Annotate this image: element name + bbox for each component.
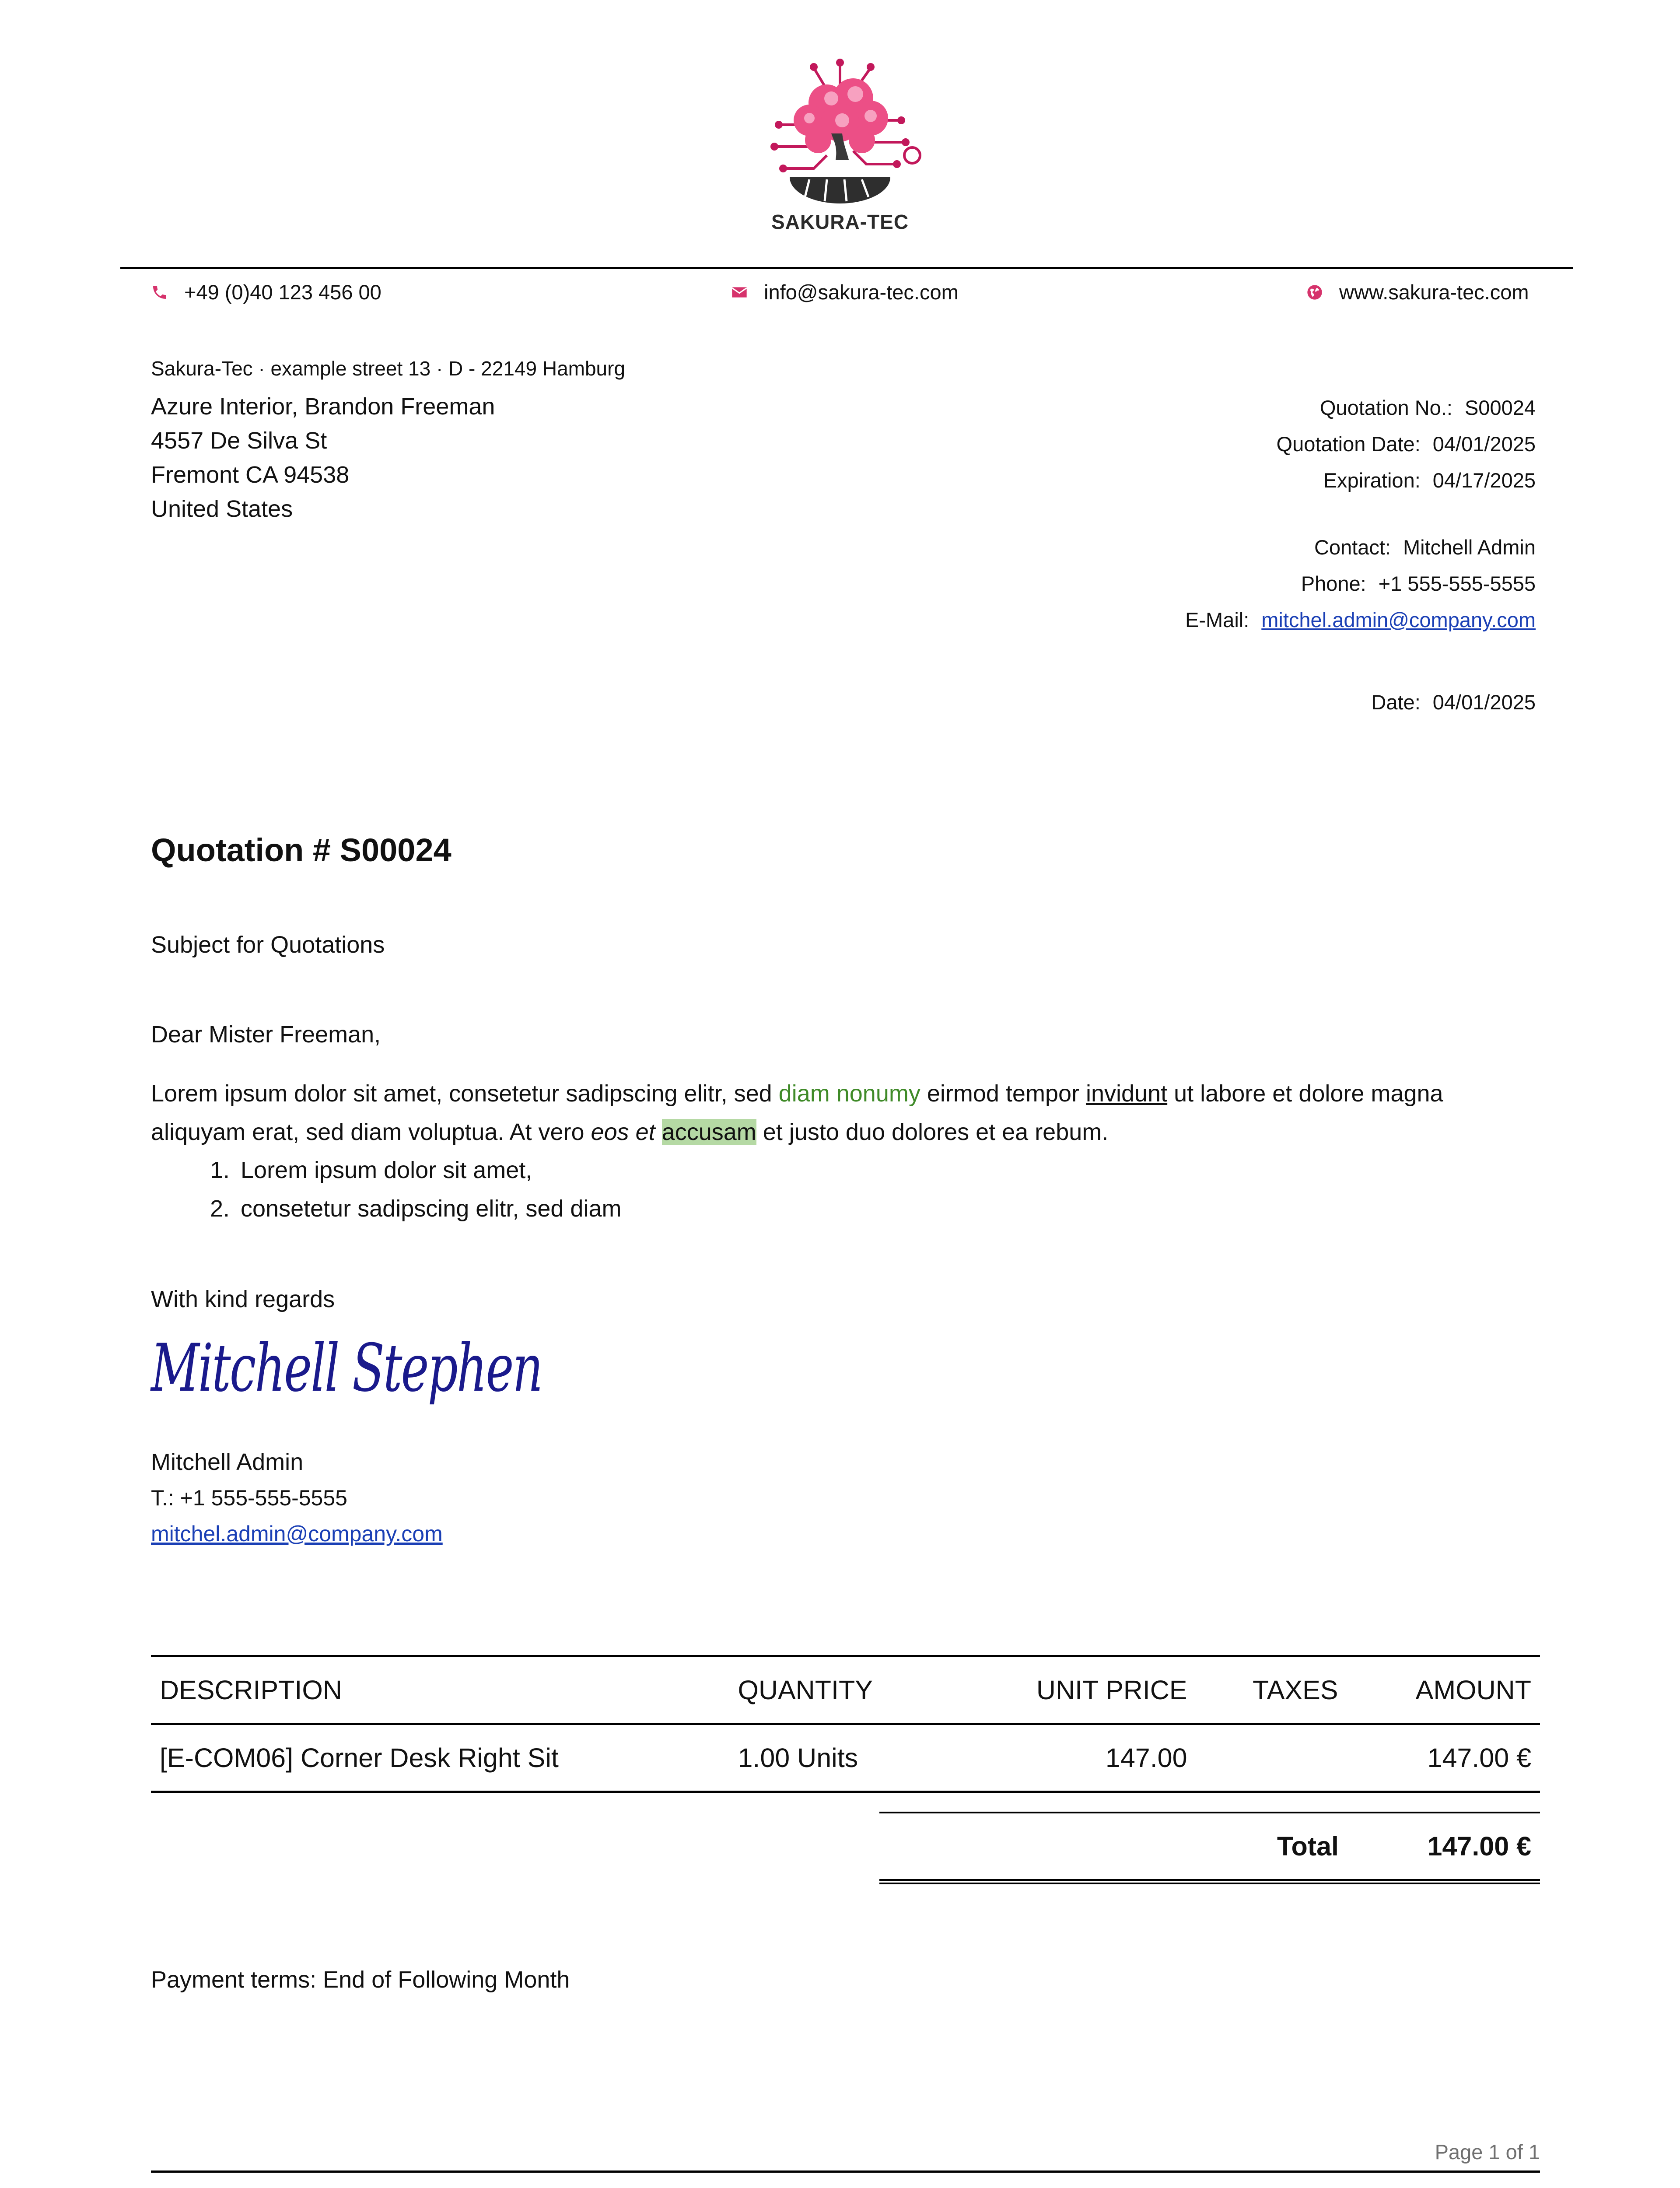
- footer-company: [151, 2186, 298, 2188]
- cell-description: [E-COM06] Corner Desk Right Sit: [151, 1724, 728, 1792]
- quotation-no-row: Quotation No.: S00024: [1320, 396, 1536, 419]
- quotation-no: S00024: [1464, 396, 1536, 419]
- cell-quantity: 1.00 Units: [728, 1724, 956, 1792]
- cell-taxes: [1197, 1724, 1348, 1792]
- email-row: E-Mail: mitchel.admin@company.com: [1185, 608, 1536, 631]
- date-row: Date: 04/01/2025: [1371, 691, 1536, 714]
- signer-block: [151, 1444, 443, 1552]
- logo-text: SAKURA-TEC: [771, 210, 909, 233]
- document-date: 04/01/2025: [1432, 691, 1536, 714]
- payment-terms: Payment terms: End of Following Month: [151, 1967, 570, 1993]
- company-phone-text: +49 (0)40 123 456 00: [184, 281, 382, 304]
- list-item: 1. Lorem ipsum dolor sit amet,: [236, 1151, 621, 1189]
- total-label: Total: [1277, 1831, 1339, 1861]
- closing: With kind regards: [151, 1286, 335, 1312]
- company-phone: [151, 280, 382, 304]
- signer-name: Mitchell Admin: [151, 1449, 304, 1475]
- cell-amount: 147.00 €: [1348, 1724, 1540, 1792]
- quotation-date-row: Quotation Date: 04/01/2025: [1276, 432, 1536, 456]
- contact-email-link[interactable]: mitchel.admin@company.com: [1261, 608, 1536, 631]
- company-email: [731, 280, 959, 304]
- globe-icon: [1306, 284, 1323, 301]
- expiration-row: Expiration: 04/17/2025: [1323, 469, 1536, 492]
- total-value: 147.00 €: [1427, 1831, 1531, 1861]
- total-row: [879, 1812, 1540, 1884]
- footer-divider: [151, 2170, 1540, 2173]
- company-website-text: www.sakura-tec.com: [1339, 281, 1529, 304]
- signature: Mitchell Stephen: [151, 1330, 542, 1406]
- col-taxes-header: TAXES: [1197, 1656, 1348, 1724]
- contact-name: Mitchell Admin: [1403, 536, 1536, 559]
- footer-bank: [1107, 2186, 1401, 2188]
- phone-icon: [151, 284, 168, 301]
- recipient-line: Azure Interior, Brandon Freeman: [151, 393, 495, 420]
- company-logo: [744, 31, 936, 236]
- sender-line: Sakura-Tec · example street 13 · D - 22149 Hamburg: [151, 357, 626, 380]
- col-amount-header: AMOUNT: [1348, 1656, 1540, 1724]
- contact-row: Contact: Mitchell Admin: [1314, 536, 1536, 559]
- signer-phone: T.: +1 555-555-5555: [151, 1486, 347, 1510]
- salutation: Dear Mister Freeman,: [151, 1021, 381, 1048]
- footer-legal: [687, 2186, 867, 2188]
- contact-phone: +1 555-555-5555: [1378, 572, 1536, 595]
- italic-text: eos et: [591, 1119, 655, 1145]
- recipient-line: 4557 De Silva St: [151, 428, 327, 454]
- body-paragraph: Lorem ipsum dolor sit amet, consetetur sadipscing elitr, sed diam nonumy eirmod tempor invidunt ut labore et dolore magna aliquyam erat, sed diam voluptua. At vero eos et accusam et justo duo dolores et ea rebum.: [151, 1080, 1443, 1145]
- recipient-line: Fremont CA 94538: [151, 462, 350, 488]
- subject: Subject for Quotations: [151, 932, 385, 958]
- numbered-list: [151, 1151, 621, 1228]
- expiration-date: 04/17/2025: [1432, 469, 1536, 492]
- highlighted-text: accusam: [662, 1119, 756, 1145]
- company-website: [1306, 280, 1529, 304]
- table-header-row: [151, 1656, 1540, 1724]
- header-divider: [120, 267, 1573, 269]
- recipient-line: United States: [151, 496, 293, 522]
- quotation-date: 04/01/2025: [1432, 432, 1536, 456]
- envelope-icon: [731, 284, 748, 301]
- quotation-meta: [1185, 389, 1536, 720]
- list-item: 2. consetetur sadipscing elitr, sed diam: [236, 1189, 621, 1228]
- signer-email-link[interactable]: mitchel.admin@company.com: [151, 1522, 443, 1546]
- col-quantity-header: QUANTITY: [728, 1656, 956, 1724]
- page-number: Page 1 of 1: [1435, 2140, 1540, 2163]
- company-email-text: info@sakura-tec.com: [764, 281, 959, 304]
- page-title: Quotation # S00024: [151, 832, 452, 868]
- col-unit-price-header: UNIT PRICE: [956, 1656, 1197, 1724]
- order-lines-table: [151, 1655, 1540, 1793]
- phone-row: Phone: +1 555-555-5555: [1301, 572, 1536, 595]
- cell-unit-price: 147.00: [956, 1724, 1197, 1792]
- recipient-address: [151, 389, 495, 526]
- underlined-text: invidunt: [1085, 1080, 1168, 1107]
- green-text: diam nonumy: [778, 1080, 920, 1107]
- col-description-header: DESCRIPTION: [151, 1656, 728, 1724]
- table-row: [151, 1724, 1540, 1792]
